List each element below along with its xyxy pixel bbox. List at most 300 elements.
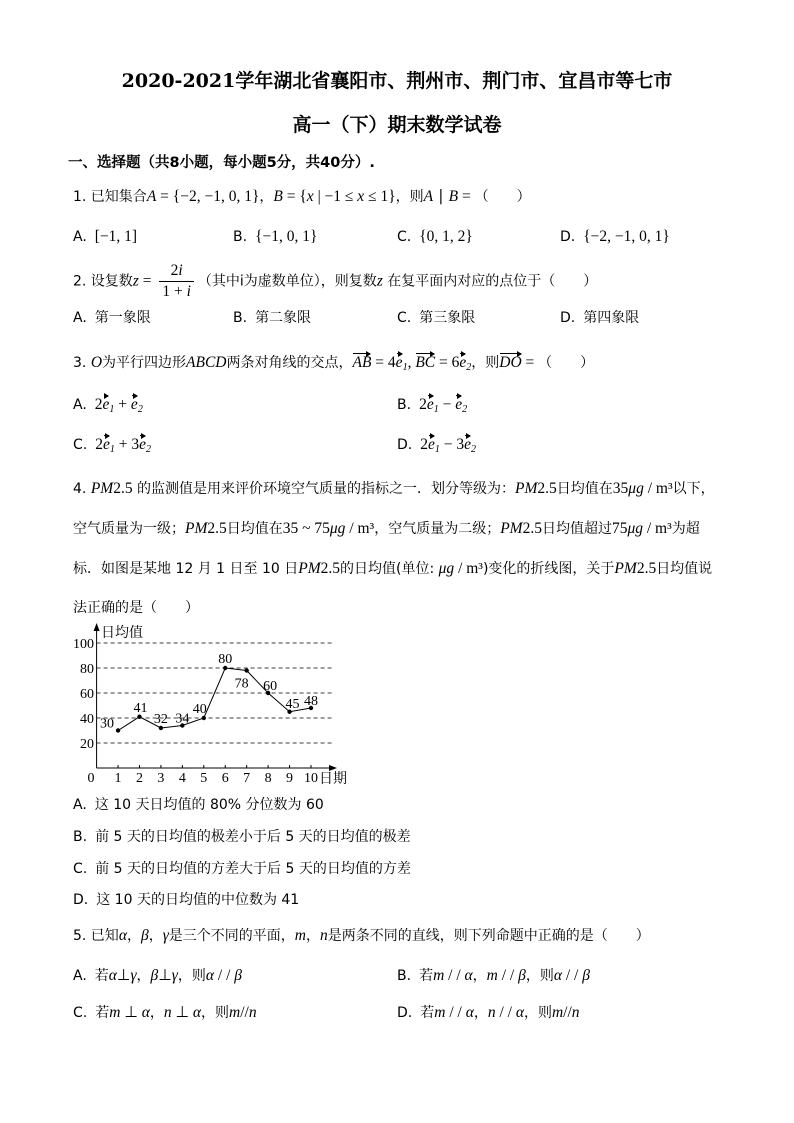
option-label: B. <box>233 229 248 245</box>
math-variable: β <box>518 967 526 984</box>
text-run: ，则 <box>525 968 554 984</box>
vector <box>103 396 115 415</box>
question-3-option-c <box>73 436 151 455</box>
math-expression: = 4 <box>371 354 396 371</box>
math-variable: β <box>234 967 243 984</box>
question-4-option-b-row <box>0 826 794 850</box>
vector <box>131 396 143 415</box>
math-expression: [−1, 1] <box>94 228 138 245</box>
option-label: A. <box>73 397 87 413</box>
math-variable: B <box>273 188 283 205</box>
question-1-option-c <box>397 228 473 246</box>
data-point <box>116 728 120 732</box>
vector-subscript: 2 <box>466 362 472 373</box>
text-run: 日均值在 <box>556 481 613 497</box>
text-run: ， <box>472 968 487 984</box>
option-label: A. <box>73 310 87 326</box>
text-run: 若 <box>94 968 109 984</box>
math-variable: i <box>186 283 191 300</box>
text-run: 日均值说法正确的是（ ） <box>73 561 713 616</box>
y-axis-label: 日均值 <box>101 626 143 641</box>
text-run: 的监测值是用来评价环境空气质量的指标之一．划分等级为： <box>132 481 516 497</box>
question-5-option-a <box>73 965 242 985</box>
vector <box>499 354 521 372</box>
x-tick-label: 4 <box>178 771 186 786</box>
math-variable: x <box>357 188 365 205</box>
math-expression: 2 <box>94 396 103 413</box>
math-variable: γ <box>162 927 169 944</box>
y-tick-label: 20 <box>80 737 94 752</box>
x-tick-label: 5 <box>200 771 208 786</box>
fraction-denominator <box>159 282 194 301</box>
exam-title-line1: 2020-2021学年湖北省襄阳市、荆州市、荆门市、宜昌市等七市 <box>121 70 673 92</box>
option-label: B. <box>73 829 88 845</box>
origin-label: 0 <box>87 771 95 786</box>
math-variable: i <box>178 262 183 279</box>
fraction <box>159 262 194 301</box>
text-run: 5. 已知 <box>73 928 119 944</box>
math-variable: α <box>118 927 127 944</box>
text-run: 第四象限 <box>583 310 640 326</box>
text-run: ，则 <box>523 1005 552 1021</box>
math-variable: α <box>553 967 562 984</box>
text-run: 前 5 天的日均值的方差大于后 5 天的日均值的方差 <box>95 861 411 877</box>
text-run: 第三象限 <box>419 310 476 326</box>
math-variable: PM <box>500 520 523 537</box>
text-run: （ ） <box>538 355 595 371</box>
math-expression: / m³ <box>643 520 672 537</box>
vector <box>396 354 408 373</box>
text-run: 日均值在 <box>226 521 283 537</box>
vector-subscript: 2 <box>146 444 152 455</box>
math-expression: 2.5 <box>522 520 542 537</box>
question-4-option-d <box>73 889 299 909</box>
math-variable: m <box>433 967 445 984</box>
math-expression: − <box>438 396 456 413</box>
option-content <box>255 310 311 326</box>
math-expression: + <box>114 396 131 413</box>
vector-symbol: BC <box>415 354 436 371</box>
question-3-options-row1 <box>0 396 794 420</box>
text-run: 以下，空气质量为一级； <box>73 481 715 537</box>
math-expression: 2.5 <box>113 480 133 497</box>
x-tick-label: 1 <box>114 771 122 786</box>
math-variable: PM <box>298 560 321 577</box>
math-variable: PM <box>90 480 114 497</box>
math-variable: ABCD <box>186 354 227 371</box>
question-3-option-a <box>73 396 143 415</box>
vector <box>415 354 435 372</box>
option-content <box>583 229 670 245</box>
math-variable: μg <box>329 520 346 537</box>
question-2-option-b <box>233 307 311 327</box>
text-run: 若 <box>420 1005 435 1021</box>
text-run: ，则 <box>177 968 206 984</box>
question-5-option-b <box>397 965 590 985</box>
data-label: 78 <box>234 676 249 692</box>
text-run: 3. <box>73 355 91 371</box>
math-variable: γ <box>171 967 178 984</box>
text-run: 前 5 天的日均值的极差小于后 5 天的日均值的极差 <box>95 829 411 845</box>
option-content <box>95 861 411 877</box>
math-expression: 2 <box>170 262 179 279</box>
question-4-option-c-row <box>0 858 794 882</box>
x-tick-label: 2 <box>135 771 143 786</box>
math-expression: | −1 ≤ <box>313 188 358 205</box>
data-label: 60 <box>263 679 278 694</box>
math-variable: α <box>465 1004 474 1021</box>
vector-symbol: e <box>426 396 434 413</box>
option-label: B. <box>233 310 248 326</box>
math-expression: {−2, −1, 0, 1} <box>583 228 670 245</box>
text-run: 若 <box>419 968 434 984</box>
math-expression: 75 <box>611 520 628 537</box>
option-label: D. <box>397 1005 413 1021</box>
math-variable: n <box>571 1004 580 1021</box>
text-run: 在复平面内对应的点位于（ ） <box>382 273 598 290</box>
math-variable: m <box>229 1004 241 1021</box>
text-run: ， <box>126 928 141 944</box>
text-run: 是两条不同的直线，则下列命题中正确的是（ ） <box>327 928 650 944</box>
text-run: 是三个不同的平面， <box>168 928 295 944</box>
vector-symbol: e <box>395 354 403 371</box>
math-expression: ⊥ <box>116 967 131 984</box>
math-variable: m <box>551 1004 564 1021</box>
vector <box>139 436 151 455</box>
option-label: B. <box>397 968 412 984</box>
math-variable: μg <box>627 520 643 537</box>
math-expression: 2 <box>419 396 427 413</box>
math-expression: // <box>563 1004 572 1021</box>
math-expression: 2 <box>420 436 428 453</box>
math-variable: n <box>320 927 328 944</box>
vector-subscript: 1 <box>109 404 115 415</box>
option-label: C. <box>73 861 88 877</box>
question-2-options <box>0 307 794 331</box>
option-content <box>95 310 151 326</box>
math-expression: = { <box>282 188 307 205</box>
question-4-option-b <box>73 826 411 846</box>
math-expression: 35 <box>612 480 629 497</box>
data-label: 80 <box>218 652 233 667</box>
option-content <box>96 892 299 908</box>
math-expression: / m³ <box>643 480 673 497</box>
vector-symbol: e <box>459 354 467 371</box>
x-tick-label: 6 <box>221 771 229 786</box>
option-content <box>420 437 476 453</box>
vector-symbol: DO <box>499 354 522 371</box>
vector-subscript: 2 <box>471 444 477 455</box>
vector-symbol: e <box>102 436 110 453</box>
math-expression: 2.5 <box>537 480 557 497</box>
math-variable: n <box>163 1004 172 1021</box>
vector-subscript: 1 <box>402 362 408 373</box>
math-expression: {0, 1, 2} <box>419 228 473 245</box>
math-variable: z <box>132 272 139 290</box>
text-run: 若 <box>95 1005 110 1021</box>
option-content <box>95 797 324 813</box>
x-tick-label: 9 <box>286 771 294 786</box>
question-2-stem <box>73 262 597 301</box>
vector-symbol: e <box>464 436 472 453</box>
math-variable: γ <box>130 967 137 984</box>
math-variable: m <box>434 1004 446 1021</box>
option-label: A. <box>73 797 87 813</box>
math-expression: = 6 <box>435 354 460 371</box>
option-content <box>95 229 137 245</box>
option-content <box>95 829 411 845</box>
question-3-option-d <box>397 436 476 455</box>
math-variable: m <box>109 1004 121 1021</box>
vector-subscript: 2 <box>462 404 468 415</box>
x-axis-label: 日期 <box>319 772 347 787</box>
data-label: 34 <box>175 711 190 727</box>
option-label: D. <box>560 229 576 245</box>
vector <box>427 396 439 415</box>
math-variable: O <box>90 354 103 371</box>
math-expression: , <box>407 354 416 371</box>
vector <box>455 396 467 415</box>
text-run: 4. <box>73 481 91 497</box>
vector-symbol: e <box>139 436 147 453</box>
math-expression: / / <box>444 967 465 984</box>
vector-symbol: e <box>455 396 463 413</box>
vector-symbol: AB <box>352 354 372 371</box>
option-label: C. <box>397 229 412 245</box>
math-expression: ⊥ <box>171 1004 193 1021</box>
text-run: ， <box>136 968 151 984</box>
option-content <box>419 968 590 984</box>
data-point <box>244 668 248 672</box>
math-expression: = <box>521 354 539 371</box>
vector-subscript: 1 <box>109 444 115 455</box>
data-label: 48 <box>304 694 318 709</box>
fraction-numerator <box>159 262 194 282</box>
data-label: 32 <box>153 712 168 727</box>
option-content <box>255 229 317 245</box>
math-expression: = {−2, −1, 0, 1} <box>156 188 260 205</box>
text-run: 的日均值(单位: <box>340 561 439 577</box>
question-1-option-a <box>73 228 137 246</box>
math-variable: β <box>140 927 149 944</box>
option-label: D. <box>397 437 413 453</box>
text-run: 这 10 天的日均值的中位数为 41 <box>96 892 300 908</box>
math-expression: 2.5 <box>636 560 657 577</box>
math-variable: α <box>108 967 117 984</box>
vector <box>459 354 471 373</box>
math-variable: A <box>423 188 434 205</box>
vector <box>428 436 440 455</box>
math-expression: / / <box>495 1004 516 1021</box>
math-expression: 2 <box>95 436 103 453</box>
math-variable: A <box>146 188 157 205</box>
math-variable: μg <box>438 560 455 577</box>
math-expression: / / <box>445 1004 466 1021</box>
option-content <box>583 310 639 326</box>
option-content <box>95 968 242 984</box>
text-run: 两条对角线的交点， <box>226 355 353 371</box>
option-label: A. <box>73 229 87 245</box>
text-run: ，则 <box>201 1005 229 1021</box>
y-axis-arrow <box>94 623 100 631</box>
option-label: B. <box>397 397 412 413</box>
math-variable: μg <box>628 480 644 497</box>
question-3-option-b <box>397 396 467 415</box>
math-expression: = <box>138 272 156 290</box>
math-expression: 1 + <box>162 283 187 300</box>
math-variable: m <box>486 967 498 984</box>
question-5-option-c <box>73 1002 257 1022</box>
text-run: （ ） <box>474 189 531 205</box>
section-heading: 一、选择题（共8小题，每小题5分，共40分）. <box>68 155 375 171</box>
math-expression: / m³ <box>454 560 483 577</box>
data-label: 41 <box>133 700 148 716</box>
text-run: ， <box>149 1005 164 1021</box>
option-label: D. <box>73 892 89 908</box>
text-run: 这 10 天日均值的 80% 分位数为 60 <box>94 797 324 813</box>
vector-symbol: e <box>427 436 435 453</box>
option-content <box>95 1005 256 1021</box>
math-variable: α <box>141 1004 150 1021</box>
question-4-option-a <box>73 794 324 814</box>
math-expression: ⊥ <box>158 967 172 984</box>
question-3-stem <box>73 352 594 373</box>
math-variable: PM <box>185 520 208 537</box>
question-4-option-d-row <box>0 889 794 913</box>
text-run: 第二象限 <box>255 310 312 326</box>
math-expression: / / <box>214 967 235 984</box>
text-run: ， <box>473 1005 488 1021</box>
math-expression: // <box>240 1004 249 1021</box>
question-5-options-row2 <box>0 1002 794 1026</box>
pm25-line-chart <box>60 620 360 792</box>
math-expression: ⊥ <box>120 1004 142 1021</box>
vector <box>103 436 115 455</box>
math-variable: α <box>515 1004 524 1021</box>
math-expression: ∣ <box>433 188 449 205</box>
math-expression: {−1, 0, 1} <box>255 228 318 245</box>
series-line <box>118 668 311 731</box>
text-run: 为平行四边形 <box>102 355 187 371</box>
option-label: A. <box>73 968 87 984</box>
math-variable: PM <box>614 560 637 577</box>
math-variable: B <box>448 188 459 205</box>
text-run: 日均值超过 <box>541 521 612 537</box>
question-4-option-a-row <box>0 794 794 818</box>
math-variable: m <box>294 927 306 944</box>
vector-subscript: 1 <box>434 444 440 455</box>
math-variable: PM <box>515 480 538 497</box>
math-expression: 35 ~ 75 <box>282 520 330 537</box>
option-content <box>95 397 143 413</box>
question-1-option-d <box>560 228 670 246</box>
question-4-option-c <box>73 858 411 878</box>
question-2-option-d <box>560 307 639 327</box>
question-1-option-b <box>233 228 317 246</box>
vector-symbol: e <box>102 396 110 413</box>
text-run: ， <box>148 928 163 944</box>
question-3-options-row2 <box>0 436 794 460</box>
math-expression: 2.5 <box>207 520 227 537</box>
text-run: ，则 <box>395 189 424 205</box>
x-tick-label: 3 <box>157 771 165 786</box>
math-expression: / m³ <box>345 520 375 537</box>
math-variable: x <box>306 188 314 205</box>
vector-subscript: 2 <box>137 404 143 415</box>
y-tick-label: 60 <box>80 687 94 702</box>
question-2-option-a <box>73 307 151 327</box>
data-label: 45 <box>285 696 300 712</box>
math-variable: α <box>464 967 473 984</box>
math-variable: α <box>205 967 215 984</box>
math-expression: = <box>458 188 475 205</box>
text-run: )变化的折线图，关于 <box>482 561 615 577</box>
math-expression: / / <box>561 967 583 984</box>
text-run: 2. 设复数 <box>73 273 133 290</box>
question-1-options <box>0 228 794 252</box>
math-variable: n <box>487 1004 496 1021</box>
y-tick-label: 80 <box>80 662 94 677</box>
option-label: C. <box>73 1005 88 1021</box>
option-content <box>419 229 473 245</box>
option-content <box>419 397 467 413</box>
option-content <box>420 1005 579 1021</box>
text-run: ， <box>259 189 274 205</box>
math-variable: z <box>376 272 383 290</box>
exam-title-line2: 高一（下）期末数学试卷 <box>292 114 502 136</box>
math-expression: ≤ 1} <box>364 188 396 205</box>
math-variable: β <box>582 967 590 984</box>
text-run: ，则 <box>471 355 500 371</box>
vector-symbol: e <box>130 396 138 413</box>
question-1-stem <box>73 186 531 206</box>
option-content <box>95 437 151 453</box>
data-label: 30 <box>100 716 115 732</box>
y-tick-label: 100 <box>73 637 94 652</box>
math-expression: − 3 <box>439 436 465 453</box>
option-content <box>419 310 475 326</box>
text-run: ， <box>306 928 320 944</box>
option-label: D. <box>560 310 576 326</box>
x-axis-arrow <box>329 765 337 771</box>
vector-subscript: 1 <box>433 404 439 415</box>
x-tick-label: 8 <box>264 771 272 786</box>
question-5-option-d <box>397 1002 580 1022</box>
text-run: ，空气质量为二级； <box>374 521 501 537</box>
question-4-stem <box>73 469 723 628</box>
question-2-option-c <box>397 307 475 327</box>
math-variable: n <box>248 1004 257 1021</box>
math-variable: α <box>192 1004 201 1021</box>
math-expression: 2.5 <box>320 560 341 577</box>
math-expression: / / <box>497 967 519 984</box>
x-tick-label: 7 <box>243 771 251 786</box>
y-tick-label: 40 <box>80 712 94 727</box>
option-label: C. <box>397 310 412 326</box>
math-variable: β <box>150 967 159 984</box>
text-run: （其中i为虚数单位），则复数 <box>197 273 377 290</box>
question-5-stem <box>73 925 650 945</box>
question-5-options-row1 <box>0 965 794 989</box>
text-run: 1. 已知集合 <box>73 189 147 205</box>
vector <box>352 354 371 372</box>
option-label: C. <box>73 437 88 453</box>
data-label: 40 <box>192 702 207 717</box>
text-run: 为超标．如图是某地 12 月 1 日至 10 日 <box>73 521 700 577</box>
text-run: 第一象限 <box>94 310 151 326</box>
x-tick-label: 10 <box>304 771 318 786</box>
vector <box>464 436 476 455</box>
